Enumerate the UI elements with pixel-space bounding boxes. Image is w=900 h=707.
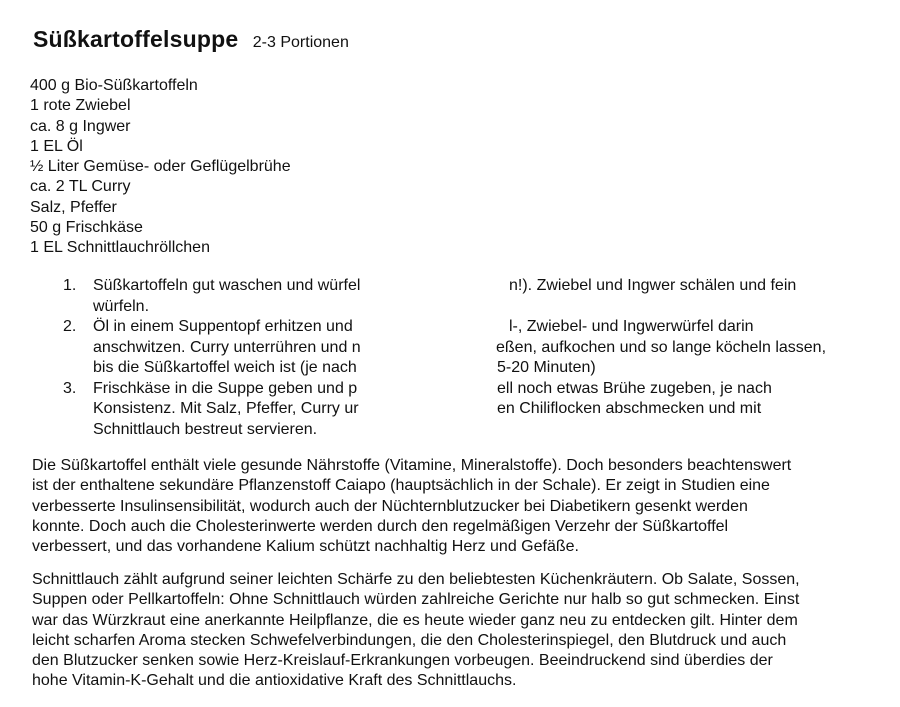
ingredient-item: ca. 2 TL Curry (30, 178, 131, 196)
step-text-right: l-, Zwiebel- und Ingwerwürfel darin (509, 318, 754, 335)
step-text-right: n!). Zwiebel und Ingwer schälen und fein (509, 277, 797, 294)
ingredient-item: 1 EL Schnittlauchröllchen (30, 239, 210, 257)
step-text-left: Frischkäse in die Suppe geben und p (93, 379, 358, 397)
ingredient-item: ca. 8 g Ingwer (30, 117, 131, 135)
step-text-left: Süßkartoffeln gut waschen und würfel (93, 277, 361, 294)
portions-label: 2-3 Portionen (252, 34, 349, 51)
paragraph-line: Die Süßkartoffel enthält viele gesunde Nährstoffe (Vitamine, Mineralstoffe). Doch besonders beachtenswert (32, 457, 792, 474)
paragraph-line: konnte. Doch auch die Cholesterinwerte werden durch den regelmäßigen Verzehr der Süßkartoffel (32, 517, 729, 535)
ingredient-item: 1 EL Öl (30, 137, 83, 155)
chives-paragraph (32, 570, 882, 692)
step-text-left: Konsistenz. Mit Salz, Pfeffer, Curry ur (93, 400, 359, 417)
paragraph-line: ist der enthaltene sekundäre Pflanzenstoff Caiapo (hauptsächlich in der Schale). Er zeigt in Studien eine (32, 477, 770, 495)
paragraph-line: Schnittlauch zählt aufgrund seiner leichten Schärfe zu den beliebtesten Küchenkräutern. Ob Salate, Sossen, (32, 571, 800, 588)
paragraph-line: verbesserte Insulinsensibilität, wodurch auch der Nüchternblutzucker bei Diabetikern gesenkt werden (32, 497, 748, 515)
ingredient-item: 400 g Bio-Süßkartoffeln (30, 77, 198, 94)
step-text-left: bis die Süßkartoffel weich ist (je nach (93, 359, 357, 376)
ingredient-list (30, 76, 291, 259)
step-text-right: eßen, aufkochen und so lange köcheln lassen, (496, 338, 827, 356)
paragraph-line: leicht scharfen Aroma stecken Schwefelverbindungen, die den Cholesterinspiegel, den Blutdruck und auch (32, 631, 787, 649)
step-text-left: Öl in einem Suppentopf erhitzen und (93, 318, 353, 335)
paragraph-line: hohe Vitamin-K-Gehalt und die antioxidative Kraft des Schnittlauchs. (32, 672, 517, 690)
paragraph-line: verbessert, und das vorhandene Kalium schützt nachhaltig Herz und Gefäße. (32, 538, 579, 556)
ingredient-item: 1 rote Zwiebel (30, 97, 131, 115)
ingredient-item: Salz, Pfeffer (30, 198, 117, 216)
step-text-left: Schnittlauch bestreut servieren. (93, 420, 318, 438)
ingredient-item: 50 g Frischkäse (30, 219, 143, 237)
ingredient-item: ½ Liter Gemüse- oder Geflügelbrühe (30, 158, 291, 176)
instruction-step (0, 379, 900, 441)
step-text-right: en Chiliflocken abschmecken und mit (497, 400, 762, 417)
step-number: 1. (63, 277, 77, 294)
paragraph-line: Suppen oder Pellkartoffeln: Ohne Schnittlauch würden zahlreiche Gerichte nur halb so gut schmecken. Einst (32, 591, 800, 609)
instruction-steps (0, 276, 900, 440)
step-text-right: ell noch etwas Brühe zugeben, je nach (497, 379, 772, 397)
instruction-step (0, 276, 900, 317)
step-text-right: 5-20 Minuten) (497, 359, 596, 376)
instruction-step (0, 317, 900, 379)
step-number: 3. (63, 379, 77, 397)
step-text-left: würfeln. (93, 297, 150, 315)
step-text-left: anschwitzen. Curry unterrühren und n (93, 338, 361, 356)
sweet-potato-paragraph (32, 456, 882, 557)
title-row (33, 26, 349, 53)
paragraph-line: war das Würzkraut eine anerkannte Heilpflanze, die es heute wieder ganz neu zu entdecken gilt. Hinter dem (32, 611, 798, 629)
paragraph-line: den Blutzucker senken sowie Herz-Kreislauf-Erkrankungen vorbeugen. Beeindruckend sind überdies der (32, 652, 773, 670)
step-number: 2. (63, 318, 77, 335)
recipe-title: Süßkartoffelsuppe (33, 26, 239, 52)
